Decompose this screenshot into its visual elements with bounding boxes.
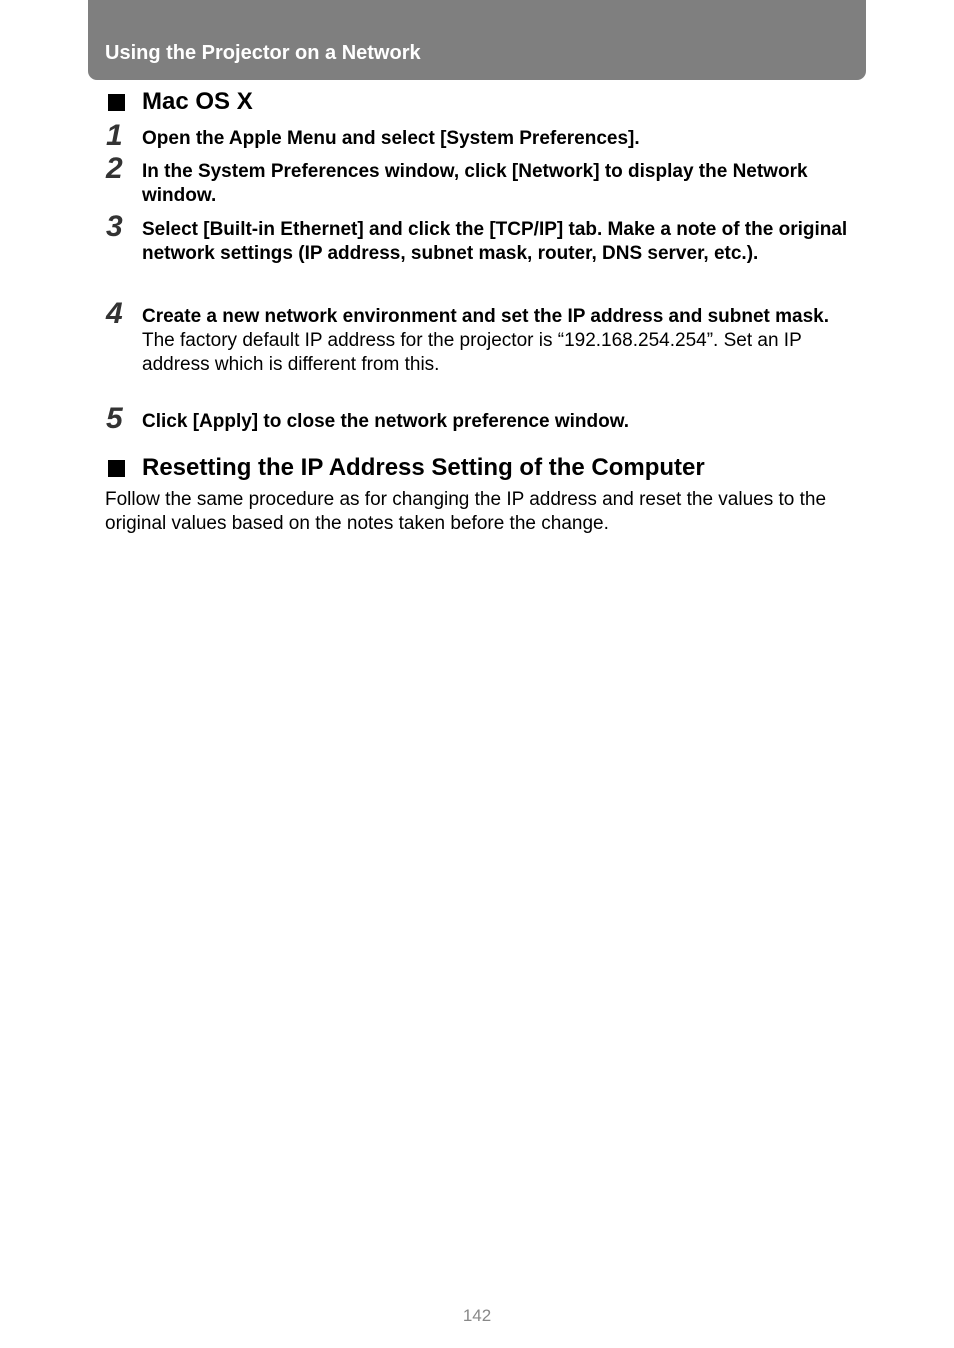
step-4 xyxy=(106,297,851,377)
step-text: In the System Preferences window, click [Network] to display the Network window. xyxy=(142,161,808,206)
step-text: Select [Built-in Ethernet] and click the [TCP/IP] tab. Make a note of the original network settings (IP address, subnet mask, router, DNS server, etc.). xyxy=(142,219,848,264)
step-3 xyxy=(106,210,851,266)
step-2 xyxy=(106,152,851,208)
page-number: 142 xyxy=(462,1306,492,1325)
page-header xyxy=(88,0,866,80)
step-text: Create a new network environment and set the IP address and subnet mask. xyxy=(142,306,830,327)
step-1 xyxy=(106,119,851,152)
section-title: Mac OS X xyxy=(142,88,253,115)
step-number: 5 xyxy=(106,402,123,435)
square-bullet-icon xyxy=(108,94,125,111)
section-body: Follow the same procedure as for changing the IP address and reset the values to the original values based on the notes taken before the change. xyxy=(105,489,827,534)
step-note: The factory default IP address for the projector is “192.168.254.254”. Set an IP address which is different from this. xyxy=(142,330,802,375)
section-heading-mac-os-x xyxy=(106,88,253,116)
step-number: 1 xyxy=(106,119,123,152)
step-5 xyxy=(106,402,851,435)
square-bullet-icon xyxy=(108,460,125,477)
step-number: 3 xyxy=(106,210,123,243)
section-heading-resetting-ip xyxy=(106,454,705,482)
header-title: Using the Projector on a Network xyxy=(105,42,421,64)
step-text: Click [Apply] to close the network preference window. xyxy=(142,411,630,432)
step-number: 2 xyxy=(106,152,123,185)
section-title: Resetting the IP Address Setting of the Computer xyxy=(142,454,705,481)
step-text: Open the Apple Menu and select [System Preferences]. xyxy=(142,128,640,149)
step-number: 4 xyxy=(106,297,123,330)
